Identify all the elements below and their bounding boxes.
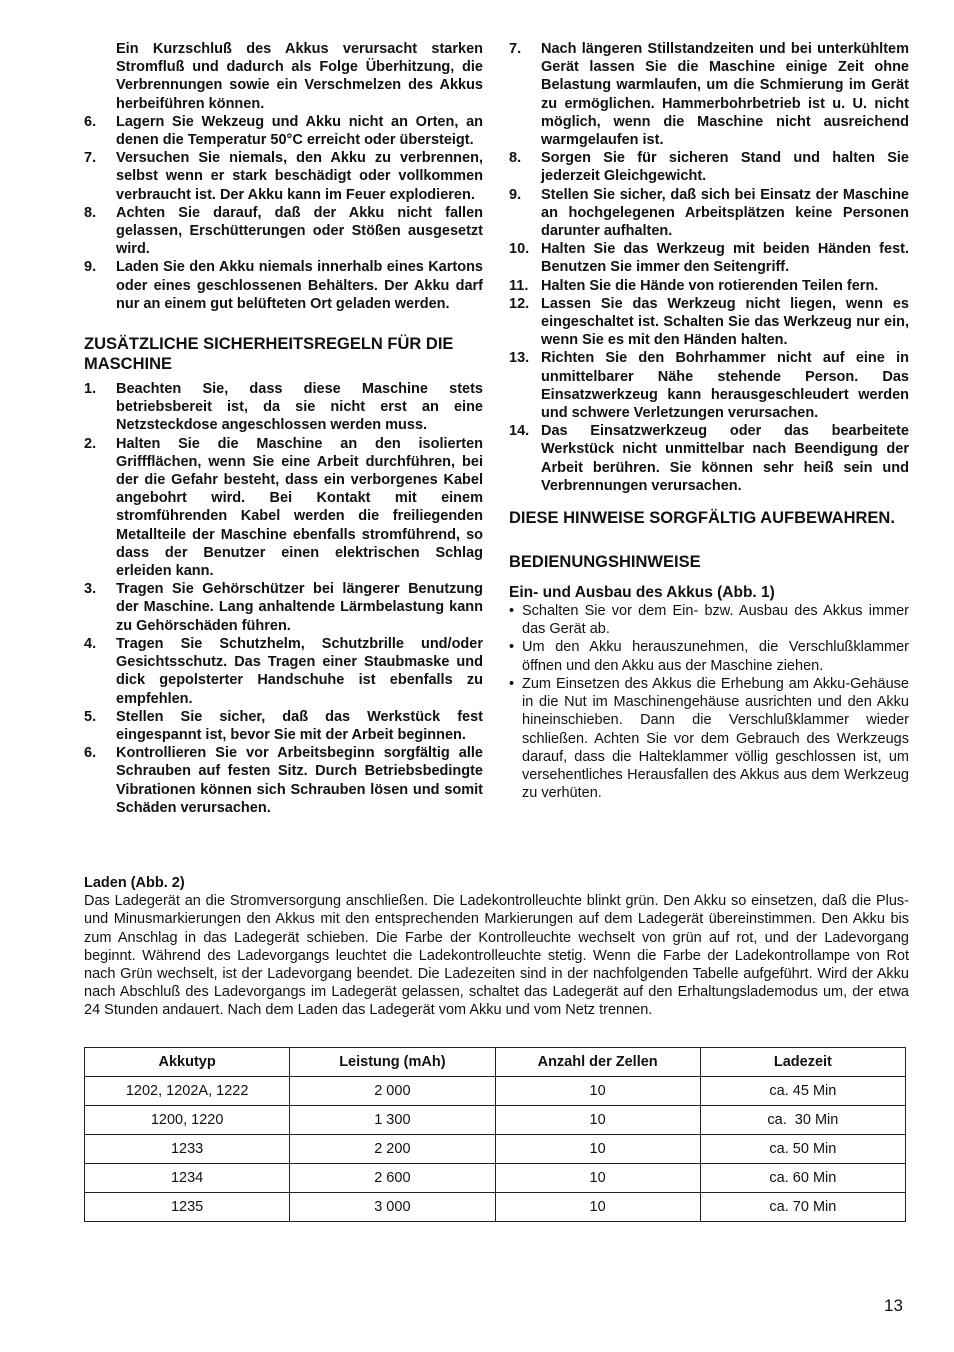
left-column (84, 40, 483, 817)
table-row (85, 1135, 906, 1164)
list-item (509, 277, 909, 295)
item-number: 11. (509, 277, 529, 294)
table-cell: 1200, 1220 (85, 1106, 290, 1135)
item-number: 13. (509, 350, 530, 367)
item-text: Halten Sie die Maschine an den isolierten Griffflächen, wenn Sie eine Arbeit durchführen, bei der die Gefahr besteht, dass ein verborgenes Kabel angebohrt wird. Bei Kontakt mit einem stromführenden Kabel werden die freiliegenden Metallteile der Maschine ebenfalls stromführend, so dass der Benutzer einen elektrischen Schlag erleiden kann. (116, 435, 483, 580)
list-item (509, 295, 909, 350)
item-text: Stellen Sie sicher, daß das Werkstück fest eingespannt ist, bevor Sie mit der Arbeit beginnen. (116, 708, 483, 743)
item-text: Das Einsatzwerkzeug oder das bearbeitete Werkstück nicht unmittelbar nach Beendigung der Arbeit berühren. Sie können sehr heiß sein und Verbrennungen verursachen. (541, 423, 909, 494)
subheading-battery-install: Ein- und Ausbau des Akkus (Abb. 1) (509, 584, 775, 602)
list-item (509, 349, 909, 422)
section-heading-additional-safety: ZUSÄTZLICHE SICHERHEITSREGELN FÜR DIE MASCHINE (84, 335, 454, 374)
table-header-row (85, 1048, 906, 1077)
table-cell: ca. 50 Min (700, 1135, 905, 1164)
item-text: Beachten Sie, dass diese Maschine stets betriebsbereit ist, da sie nicht erst an eine Netzsteckdose angeschlossen werden muss. (116, 381, 483, 434)
table-cell: ca. 30 Min (700, 1106, 905, 1135)
machine-safety-list (84, 380, 483, 817)
item-number: 9. (509, 186, 522, 203)
table-cell: 2 000 (290, 1077, 495, 1106)
bullet-text: Schalten Sie vor dem Ein- bzw. Ausbau des Akkus immer das Gerät ab. (522, 603, 909, 638)
table-cell: ca. 45 Min (700, 1077, 905, 1106)
list-item (509, 675, 909, 802)
item-number: 6. (84, 113, 97, 130)
bullet-text: Um den Akku herauszunehmen, die Verschlußklammer öffnen und den Akku aus der Maschine ziehen. (522, 639, 909, 674)
list-item (84, 113, 483, 149)
item-text: Kontrollieren Sie vor Arbeitsbeginn sorgfältig alle Schrauben auf festen Sitz. Durch Betriebsbedingte Vibrationen können sich Schrauben lösen und somit Schäden verursachen. (116, 745, 483, 816)
battery-safety-list (84, 113, 483, 313)
list-item (509, 40, 909, 149)
item-number: 10. (509, 241, 530, 258)
table-cell: 1234 (85, 1164, 290, 1193)
bullet-icon: • (509, 639, 515, 656)
item-text: Tragen Sie Schutzhelm, Schutzbrille und/oder Gesichtsschutz. Das Tragen einer Staubmaske und dick gepolsterter Handschuhe ist ebenfalls zu empfehlen. (116, 635, 483, 707)
item-number: 2. (84, 435, 97, 452)
charging-time-table (84, 1047, 906, 1222)
table-row (85, 1164, 906, 1193)
section-heading-keep-instructions: DIESE HINWEISE SORGFÄLTIG AUFBEWAHREN. (509, 509, 895, 528)
item-text: Versuchen Sie niemals, den Akku zu verbrennen, selbst wenn er stark beschädigt oder vollkommen verbraucht ist. Der Akku kann im Feuer explodieren. (116, 150, 483, 203)
item-text: Richten Sie den Bohrhammer nicht auf eine in unmittelbarer Nähe stehende Person. Das Einsatzwerkzeug kann herausgeschleudert werden und schwere Verletzungen verursachen. (541, 350, 909, 422)
table-cell: 2 600 (290, 1164, 495, 1193)
item-number: 7. (84, 150, 97, 167)
list-item (84, 708, 483, 744)
table-cell: 1235 (85, 1193, 290, 1222)
table-cell: ca. 60 Min (700, 1164, 905, 1193)
section-heading-operation: BEDIENUNGSHINWEISE (509, 553, 701, 572)
list-item (84, 580, 483, 635)
table-cell: 10 (495, 1164, 700, 1193)
right-column (509, 40, 909, 802)
item-number: 6. (84, 745, 97, 762)
table-cell: 10 (495, 1193, 700, 1222)
item-number: 1. (84, 381, 97, 398)
item-text: Lassen Sie das Werkzeug nicht liegen, wenn es eingeschaltet ist. Schalten Sie das Werkzeug nur ein, wenn Sie es mit den Händen halten. (541, 295, 909, 349)
item-number: 12. (509, 295, 530, 312)
table-cell: 1202, 1202A, 1222 (85, 1077, 290, 1106)
item-number: 5. (84, 708, 97, 725)
table-cell: 10 (495, 1077, 700, 1106)
bullet-text: Zum Einsetzen des Akkus die Erhebung am Akku-Gehäuse in die Nut im Maschinengehäuse ausrichten und den Akku hineinschieben. Dann die Verschlußklammer wieder schließen. Achten Sie vor dem Gebrauch des Werkzeugs darauf, dass die Halteklammer völlig geschlossen ist, um versehentliches Herausfallen des Akkus aus dem Werkzeug zu verhüten. (522, 675, 909, 802)
column-header: Ladezeit (700, 1048, 905, 1077)
item-text: Sorgen Sie für sicheren Stand und halten Sie jederzeit Gleichgewicht. (541, 150, 909, 185)
table-cell: 1233 (85, 1135, 290, 1164)
bullet-icon: • (509, 603, 515, 620)
charging-heading: Laden (Abb. 2) (84, 875, 185, 891)
battery-install-list (509, 602, 909, 802)
list-item (84, 258, 483, 313)
list-item (509, 149, 909, 185)
list-item (84, 149, 483, 204)
item-number: 3. (84, 581, 97, 598)
table-cell: 10 (495, 1106, 700, 1135)
item-text: Stellen Sie sicher, daß sich bei Einsatz der Maschine an hochgelegenen Arbeitsplätzen keine Personen darunter aufhalten. (541, 186, 909, 240)
item-text: Achten Sie darauf, daß der Akku nicht fallen gelassen, Erschütterungen oder Stößen ausgesetzt wird. (116, 204, 483, 258)
item-number: 8. (509, 150, 522, 167)
bullet-icon: • (509, 675, 515, 692)
item-number: 14. (509, 423, 530, 440)
list-item (509, 240, 909, 276)
intro-continuation: Ein Kurzschluß des Akkus verursacht starken Stromfluß und dadurch als Folge Überhitzung, die Verbrennungen sowie ein Verschmelzen des Akkus herbeiführen können. (116, 41, 483, 112)
item-text: Halten Sie die Hände von rotierenden Teilen fern. (541, 277, 879, 294)
column-header: Anzahl der Zellen (495, 1048, 700, 1077)
item-text: Tragen Sie Gehörschützer bei längerer Benutzung der Maschine. Lang anhaltende Lärmbelastung kann zu Gehörschäden führen. (116, 581, 483, 634)
machine-safety-list-continued (509, 40, 909, 495)
list-item (509, 602, 909, 638)
column-header: Akkutyp (85, 1048, 290, 1077)
item-text: Lagern Sie Wekzeug und Akku nicht an Orten, an denen die Temperatur 50°C erreicht oder übersteigt. (116, 113, 483, 149)
table-row (85, 1077, 906, 1106)
table-cell: 3 000 (290, 1193, 495, 1222)
list-item (84, 635, 483, 708)
table-cell: 2 200 (290, 1135, 495, 1164)
table-cell: 1 300 (290, 1106, 495, 1135)
list-item (84, 204, 483, 259)
item-number: 8. (84, 204, 97, 221)
item-text: Nach längeren Stillstandzeiten und bei unterkühltem Gerät lassen Sie die Maschine einige Zeit ohne Belastung warmlaufen, um die Schmierung im Gerät zu ermöglichen. Hammerbohrbetrieb ist u. U. nicht möglich, wenn die Maschine nicht ausreichend warmgelaufen ist. (541, 41, 909, 149)
list-item (84, 744, 483, 817)
table-row (85, 1106, 906, 1135)
table-cell: 10 (495, 1135, 700, 1164)
list-item (84, 435, 483, 581)
list-item (509, 186, 909, 241)
list-item (84, 380, 483, 435)
charging-section (84, 874, 909, 1020)
table-row (85, 1193, 906, 1222)
item-number: 7. (509, 41, 522, 57)
item-text: Halten Sie das Werkzeug mit beiden Händen fest. Benutzen Sie immer den Seitengriff. (541, 241, 909, 276)
item-text: Laden Sie den Akku niemals innerhalb eines Kartons oder eines geschlossenen Behälters. Der Akku darf nur an einem gut belüfteten Ort geladen werden. (116, 259, 483, 312)
list-item (509, 422, 909, 495)
column-header: Leistung (mAh) (290, 1048, 495, 1077)
item-number: 4. (84, 635, 97, 652)
item-number: 9. (84, 259, 97, 276)
page-number: 13 (884, 1296, 903, 1315)
list-item (509, 638, 909, 674)
table-cell: ca. 70 Min (700, 1193, 905, 1222)
charging-paragraph: Das Ladegerät an die Stromversorgung anschließen. Die Ladekontrolleuchte blinkt grün. Den Akku so einsetzen, daß die Plus- und Minusmarkierungen den Akkus mit den entsprechenden Markierungen auf dem Ladegerät übereinstimmen. Den Akku bis zum Anschlag in das Ladegerät schieben. Die Farbe der Kontrolleuchte wechselt von grün auf rot, und der Ladevorgang beginnt. Während des Ladevorgangs leuchtet die Ladekontrolleuchte stetig. Wenn die Farbe der Ladekontrollampe von Rot nach Grün wechselt, ist der Ladevorgang beendet. Die Ladezeiten sind in der nachfolgenden Tabelle aufgeführt. Wird der Akku nach Abschluß des Ladevorgangs im Ladegerät gelassen, schaltet das Ladegerät auf den Erhaltungslademodus um, der etwa 24 Stunden andauert. Nach dem Laden das Ladegerät vom Akku und vom Netz trennen. (84, 893, 909, 1019)
